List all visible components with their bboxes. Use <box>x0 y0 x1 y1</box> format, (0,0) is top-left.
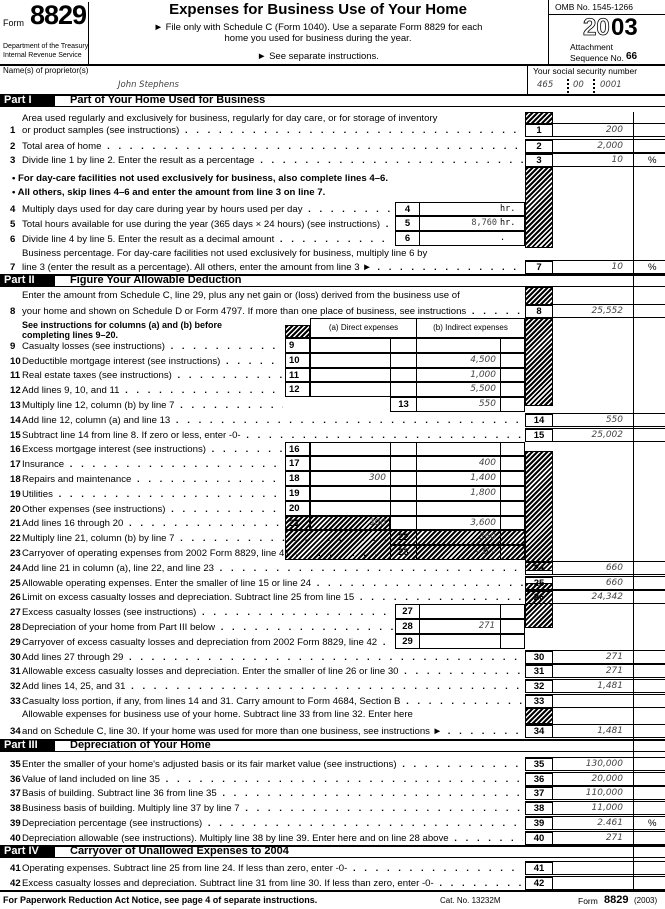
line-number: 19 <box>10 488 21 500</box>
line-box-number: 26 <box>525 591 553 604</box>
line-box-number: 3 <box>525 154 553 167</box>
line-box-number: 1 <box>525 124 553 137</box>
catalog-number: Cat. No. 13232M <box>440 896 501 905</box>
divider <box>525 876 665 877</box>
line-text: Casualty losses (see instructions) . . . <box>22 341 283 353</box>
line-box-number: 25 <box>525 577 553 590</box>
line-text: Business basis of building. Multiply line 37 by line 7 . . . <box>22 803 523 815</box>
paperwork-notice: For Paperwork Reduction Act Notice, see page 4 of separate instructions. <box>3 895 318 905</box>
column-b-value[interactable] <box>416 338 496 353</box>
line-text: Value of land included on line 35 . . . <box>22 774 523 786</box>
column-a-cents[interactable] <box>390 486 417 501</box>
divider <box>525 428 665 429</box>
line-box-number: 30 <box>525 651 553 664</box>
line-value[interactable] <box>419 634 495 649</box>
line-text: Carryover of excess casualty losses and depreciation from 2002 Form 8829, line 42 . . . <box>22 637 393 649</box>
column-a-cents[interactable] <box>390 456 417 471</box>
form-number: 8829 <box>30 0 87 30</box>
line-box-number: 7 <box>525 261 553 274</box>
line-number: 16 <box>10 444 21 456</box>
line-text: Limit on excess casualty losses and depreciation. Subtract line 25 from line 15 . . . <box>22 592 523 604</box>
line-box-number: 32 <box>525 680 553 693</box>
line-value-field[interactable]: 271 <box>605 832 623 843</box>
line-number: 28 <box>10 622 21 633</box>
divider <box>548 0 549 65</box>
unit-label: hr. <box>500 218 516 228</box>
divider <box>525 861 665 862</box>
column-b-cents[interactable] <box>500 353 525 368</box>
column-a-value[interactable] <box>310 338 386 353</box>
shaded-area <box>285 325 310 338</box>
column-a-header: (a) Direct expenses <box>310 318 417 338</box>
footer-form-label: Form <box>578 896 598 906</box>
line-value-field[interactable]: 2,000 <box>597 141 623 151</box>
divider <box>525 757 665 758</box>
column-b-cents[interactable] <box>500 501 525 516</box>
line-text: Divide line 1 by line 2. Enter the result as a percentage . . . <box>22 155 523 167</box>
column-a-value[interactable] <box>310 382 386 397</box>
line-text: Allowable expenses for business use of your home. Subtract line 33 from line 32. Enter here <box>22 709 413 720</box>
sequence-number: 66 <box>626 51 638 62</box>
line-box-number: 36 <box>525 773 553 786</box>
bullet-note: • All others, skip lines 4–6 and enter the amount from line 3 on line 7. <box>12 187 326 198</box>
divider <box>525 724 665 725</box>
line-number: 5 <box>10 219 16 230</box>
column-a-value[interactable]: 300 <box>368 517 386 528</box>
line-number: 3 <box>10 155 16 166</box>
line-value-field[interactable]: 20,000 <box>591 773 623 784</box>
line-number: 9 <box>10 340 16 352</box>
divider <box>0 890 665 892</box>
line-value-field[interactable]: 25,002 <box>591 429 623 440</box>
part-label: Part I <box>0 94 55 107</box>
column-a-value[interactable] <box>310 442 386 457</box>
divider <box>0 286 665 287</box>
unit-label: % <box>648 818 657 829</box>
footer-year: (2003) <box>634 896 658 905</box>
ssn-part-2[interactable]: 00 <box>573 80 584 90</box>
part-title: Part of Your Home Used for Business <box>70 94 266 106</box>
line-box-number: 29 <box>395 634 420 649</box>
line-number: 34 <box>10 726 21 737</box>
line-number: 26 <box>10 592 21 604</box>
unit-label: % <box>648 155 657 166</box>
line-value-field[interactable]: 10 <box>611 262 623 272</box>
column-a-value[interactable] <box>310 353 386 368</box>
line-box-number: 10 <box>285 353 310 368</box>
line-number: 1 <box>10 125 16 136</box>
line-box-number: 41 <box>525 862 553 875</box>
part-title: Figure Your Allowable Deduction <box>70 274 242 286</box>
column-a-cents[interactable] <box>390 516 417 531</box>
line-text: Allowable operating expenses. Enter the smaller of line 15 or line 24 . . . <box>22 578 523 590</box>
divider <box>525 664 665 665</box>
line-number: 36 <box>10 773 21 785</box>
line-cents[interactable] <box>500 397 525 412</box>
line-box-number: 27 <box>395 604 420 619</box>
line-text: Excess casualty losses (see instructions) . . . <box>22 607 393 619</box>
line-cents[interactable] <box>500 545 525 560</box>
line-text: Add lines 16 through 20 . . . <box>22 518 283 530</box>
divider <box>525 317 665 318</box>
unit-label: . <box>500 233 506 243</box>
line-text: Divide line 4 by line 5. Enter the result as a decimal amount . . . <box>22 234 393 246</box>
column-a-value[interactable] <box>310 501 386 516</box>
line-number: 30 <box>10 651 21 663</box>
footer-form-number: 8829 <box>604 894 629 906</box>
line-text: Depreciation allowable (see instructions). Multiply line 38 by line 39. Enter here and on line 28 above . . . <box>22 833 523 845</box>
line-number: 31 <box>10 666 21 678</box>
column-b-cents[interactable] <box>500 486 525 501</box>
columns-note-1: See instructions for columns (a) and (b) before <box>22 320 223 330</box>
line-box-number: 23 <box>390 545 417 560</box>
line-box-number: 24 <box>525 562 553 575</box>
line-text: Add lines 27 through 29 . . . <box>22 652 523 664</box>
line-box-number: 38 <box>525 802 553 815</box>
line-text: Other expenses (see instructions) . . . <box>22 504 283 516</box>
divider <box>525 650 665 651</box>
line-box-number: 35 <box>525 758 553 771</box>
year-outline: 20 <box>583 14 610 41</box>
attachment-label: Attachment <box>570 42 613 52</box>
line-box-number: 20 <box>285 501 310 516</box>
line-value-field[interactable]: 271 <box>605 666 623 677</box>
line-box-number: 18 <box>285 471 310 486</box>
subtitle-3: ► See separate instructions. <box>257 51 379 62</box>
divider <box>525 576 665 577</box>
column-b-cents[interactable] <box>500 368 525 383</box>
line-text: Multiply line 12, column (b) by line 7 . . . <box>22 400 283 412</box>
column-a-cents[interactable] <box>390 338 417 353</box>
line-box-number: 40 <box>525 832 553 845</box>
column-b-cents[interactable] <box>500 382 525 397</box>
divider <box>525 413 665 414</box>
line-number: 6 <box>10 234 16 245</box>
department: Department of the Treasury <box>3 43 89 50</box>
irs: Internal Revenue Service <box>3 52 82 59</box>
line-value[interactable]: 360 <box>478 532 496 543</box>
line-value[interactable] <box>419 202 497 216</box>
column-a-value[interactable] <box>310 368 386 383</box>
column-a-cents[interactable] <box>390 501 417 516</box>
part-label: Part IV <box>0 845 55 858</box>
line-value-field[interactable]: 130,000 <box>585 758 623 769</box>
divider <box>525 273 665 274</box>
line-number: 35 <box>10 758 21 770</box>
line-text: Carryover of operating expenses from 2002 Form 8829, line 41 . . . <box>22 548 388 560</box>
unit-label: % <box>648 262 657 273</box>
proprietor-name[interactable]: John Stephens <box>118 80 179 90</box>
line-text: Business percentage. For day-care facilities not used exclusively for business, multiply line 6 by <box>22 248 428 259</box>
line-value[interactable] <box>419 604 495 619</box>
line-box-number: 37 <box>525 787 553 800</box>
divider <box>525 786 665 787</box>
column-b-value[interactable]: 1,800 <box>470 488 496 498</box>
divider <box>525 260 665 261</box>
line-text: Multiply days used for day care during year by hours used per day . . . <box>22 204 393 216</box>
line-number: 20 <box>10 503 21 515</box>
line-value[interactable] <box>419 231 497 246</box>
line-value-field[interactable]: 2.461 <box>597 818 623 828</box>
ssn-separator <box>567 79 569 93</box>
line-number: 23 <box>10 548 21 559</box>
line-value-field[interactable]: 10 <box>611 155 623 165</box>
line-box-number: 6 <box>395 231 420 246</box>
line-text: your home and shown on Schedule D or Form 4797. If more than one place of business, see instructions . . . <box>22 306 523 318</box>
line-text: Multiply line 21, column (b) by line 7 . . . <box>22 533 388 545</box>
line-text: Repairs and maintenance . . . <box>22 474 283 486</box>
line-text: Allowable excess casualty losses and depreciation. Enter the smaller of line 26 or line 30 . . . <box>22 666 523 678</box>
line-box-number: 15 <box>525 429 553 442</box>
line-value[interactable]: – 0 – <box>475 547 496 558</box>
line-box-number: 17 <box>285 456 310 471</box>
subtitle-2: home you used for business during the year. <box>224 33 412 44</box>
column-b-value[interactable]: 400 <box>478 458 496 469</box>
part-title: Depreciation of Your Home <box>70 739 211 751</box>
divider <box>525 166 665 167</box>
line-number: 41 <box>10 863 21 874</box>
line-text: Add lines 9, 10, and 11 . . . <box>22 385 283 397</box>
ssn-part-3[interactable]: 0001 <box>600 80 622 90</box>
form-label: Form <box>3 18 24 28</box>
unit-label: hr. <box>500 204 516 214</box>
divider <box>525 561 665 562</box>
line-number: 33 <box>10 696 21 707</box>
column-a-cents[interactable] <box>390 368 417 383</box>
line-cents[interactable] <box>500 530 525 545</box>
line-text: Total hours available for use during the year (365 days × 24 hours) (see instructions) . . . <box>22 219 393 231</box>
line-box-number: 14 <box>525 414 553 427</box>
line-text: Utilities . . . <box>22 489 283 501</box>
line-text: Excess casualty losses and depreciation. Subtract line 31 from line 30. If less than zero, enter -0- . . . <box>22 878 523 890</box>
ssn-separator <box>593 79 595 93</box>
line-number: 39 <box>10 818 21 829</box>
line-number: 42 <box>10 878 21 889</box>
subtitle-1: ► File only with Schedule C (Form 1040). Use a separate Form 8829 for each <box>153 22 483 33</box>
line-text: Add line 12, column (a) and line 13 . . . <box>22 415 523 427</box>
line-text: Enter the amount from Schedule C, line 29, plus any net gain or (loss) derived from the business use of <box>22 290 460 301</box>
line-number: 40 <box>10 832 21 844</box>
line-value-field[interactable]: 25,552 <box>591 306 623 316</box>
column-a-cents[interactable] <box>390 382 417 397</box>
part-label: Part III <box>0 739 55 752</box>
column-b-cents[interactable] <box>500 338 525 353</box>
line-value-field[interactable]: 24,342 <box>591 592 623 603</box>
divider <box>525 801 665 802</box>
line-box-number: 22 <box>390 530 417 545</box>
line-text: Deductible mortgage interest (see instructions) . . . <box>22 356 283 368</box>
column-b-value[interactable]: 4,500 <box>470 354 496 365</box>
divider <box>525 153 665 154</box>
ssn-label: Your social security number <box>533 66 638 76</box>
line-text: Depreciation of your home from Part III below . . . <box>22 622 393 634</box>
divider <box>525 772 665 773</box>
line-value[interactable]: 550 <box>478 399 496 410</box>
line-number: 37 <box>10 788 21 800</box>
line-number: 29 <box>10 636 21 648</box>
line-number: 24 <box>10 562 21 574</box>
line-value-field[interactable]: 11,000 <box>591 803 623 814</box>
divider <box>525 304 665 305</box>
line-number: 32 <box>10 681 21 693</box>
divider <box>0 106 665 107</box>
name-label: Name(s) of proprietor(s) <box>3 66 89 75</box>
line-text: Casualty loss portion, if any, from lines 14 and 31. Carry amount to Form 4684, Section B . . . <box>22 696 523 708</box>
line-number: 7 <box>10 262 16 273</box>
line-number: 4 <box>10 204 16 215</box>
line-number: 27 <box>10 607 21 619</box>
line-cents[interactable] <box>500 604 525 619</box>
line-cents[interactable] <box>500 634 525 649</box>
line-text: Add line 21 in column (a), line 22, and line 23 . . . <box>22 563 523 575</box>
line-number: 11 <box>10 370 21 382</box>
line-value[interactable]: 271 <box>478 621 495 632</box>
column-b-cents[interactable] <box>500 456 525 471</box>
line-box-number: 4 <box>395 202 420 216</box>
line-box-number: 42 <box>525 877 553 890</box>
line-box-number: 31 <box>525 665 553 678</box>
column-b-value[interactable] <box>416 442 496 457</box>
line-text: or product samples (see instructions) . . . <box>22 125 523 137</box>
divider <box>525 123 665 124</box>
line-box-number: 33 <box>525 695 553 708</box>
divider <box>525 139 665 140</box>
divider <box>525 831 665 832</box>
column-a-value[interactable] <box>310 486 386 501</box>
column-a-value[interactable] <box>310 456 386 471</box>
line-number: 10 <box>10 355 21 367</box>
line-text: and on Schedule C, line 30. If your home was used for more than one business, see instructions ► . . . <box>22 726 523 738</box>
column-b-cents[interactable] <box>500 516 525 531</box>
line-value[interactable]: 8,760 <box>471 218 497 228</box>
line-box-number: 28 <box>395 619 420 634</box>
line-box-number: 8 <box>525 305 553 318</box>
column-b-cents[interactable] <box>500 471 525 486</box>
line-value-field[interactable]: 110,000 <box>585 788 623 799</box>
line-text: Depreciation percentage (see instructions) . . . <box>22 818 523 830</box>
line-value-field[interactable]: 660 <box>605 562 623 573</box>
form-title: Expenses for Business Use of Your Home <box>169 1 467 18</box>
line-box-number: 12 <box>285 382 310 397</box>
omb-number: OMB No. 1545-1266 <box>555 2 633 12</box>
line-box-number: 16 <box>285 442 310 457</box>
part-label: Part II <box>0 274 55 287</box>
line-number: 22 <box>10 533 21 545</box>
column-b-value[interactable] <box>416 501 496 516</box>
line-text: Area used regularly and exclusively for business, regularly for day care, or for storage of inventory <box>22 113 438 124</box>
line-value-field[interactable]: 1,481 <box>597 726 623 736</box>
line-box-number: 2 <box>525 140 553 153</box>
divider <box>525 737 665 738</box>
line-text: Subtract line 14 from line 8. If zero or less, enter -0- . . . <box>22 430 523 442</box>
line-number: 18 <box>10 474 21 485</box>
line-value-field[interactable]: 1,481 <box>597 681 623 692</box>
column-b-value[interactable]: 5,500 <box>470 384 496 395</box>
column-b-value[interactable]: 1,000 <box>470 369 496 380</box>
bullet-note: • For day-care facilities not used exclusively for business, also complete lines 4–6. <box>12 173 389 184</box>
line-value-field[interactable]: 271 <box>605 651 623 662</box>
sequence-label: Sequence No. <box>570 53 624 63</box>
line-number: 17 <box>10 459 21 471</box>
divider <box>0 857 665 858</box>
line-box-number: 11 <box>285 368 310 383</box>
part-title: Carryover of Unallowed Expenses to 2004 <box>70 845 289 857</box>
line-text: Enter the smaller of your home's adjusted basis or its fair market value (see instructions) . . . <box>22 759 523 771</box>
line-box-number: 19 <box>285 486 310 501</box>
line-value-field[interactable]: 550 <box>605 414 623 425</box>
column-b-header: (b) Indirect expenses <box>416 318 525 338</box>
divider <box>525 590 665 591</box>
divider <box>525 694 665 695</box>
line-number: 13 <box>10 400 21 411</box>
divider <box>525 816 665 817</box>
column-b-value[interactable]: 3,600 <box>470 517 496 528</box>
column-a-cents[interactable] <box>390 442 417 457</box>
line-cents[interactable] <box>500 619 525 634</box>
line-box-number: 21 <box>285 516 310 531</box>
line-value-field[interactable]: 660 <box>605 577 623 588</box>
divider <box>0 751 665 752</box>
line-number: 8 <box>10 306 16 317</box>
line-text: Excess mortgage interest (see instructions) . . . <box>22 444 283 456</box>
line-number: 15 <box>10 429 21 441</box>
divider <box>525 679 665 680</box>
line-number: 25 <box>10 577 21 589</box>
line-text: Add lines 14, 25, and 31 . . . <box>22 681 523 693</box>
line-box-number: 9 <box>285 338 310 353</box>
line-text: Operating expenses. Subtract line 25 from line 24. If less than zero, enter -0- . . . <box>22 863 523 875</box>
divider <box>525 136 665 137</box>
line-box-number: 34 <box>525 725 553 738</box>
ssn-part-1[interactable]: 465 <box>537 80 554 90</box>
line-text: Insurance . . . <box>22 459 283 471</box>
column-a-cents[interactable] <box>390 471 417 486</box>
divider <box>525 844 665 845</box>
line-box-number: 5 <box>395 216 420 231</box>
year-bold: 03 <box>611 14 638 41</box>
line-number: 12 <box>10 385 21 397</box>
columns-note-2: completing lines 9–20. <box>22 330 119 340</box>
line-number: 21 <box>10 518 21 530</box>
line-number: 14 <box>10 414 21 426</box>
line-text: Basis of building. Subtract line 36 from line 35 . . . <box>22 788 523 800</box>
line-text: Real estate taxes (see instructions) . . . <box>22 370 283 382</box>
divider <box>527 64 528 94</box>
column-b-value[interactable]: 1,400 <box>470 473 496 484</box>
line-text: Total area of home . . . <box>22 141 523 153</box>
column-b-cents[interactable] <box>500 442 525 457</box>
line-value-field[interactable]: 200 <box>605 125 623 135</box>
line-box-number: 39 <box>525 817 553 830</box>
line-number: 38 <box>10 803 21 815</box>
line-number: 2 <box>10 141 16 152</box>
line-box-number: 13 <box>390 397 417 412</box>
line-text: line 3 (enter the result as a percentage). All others, enter the amount from line 3 ► . . . <box>22 262 523 274</box>
column-a-cents[interactable] <box>390 353 417 368</box>
column-a-value[interactable]: 300 <box>368 473 386 484</box>
